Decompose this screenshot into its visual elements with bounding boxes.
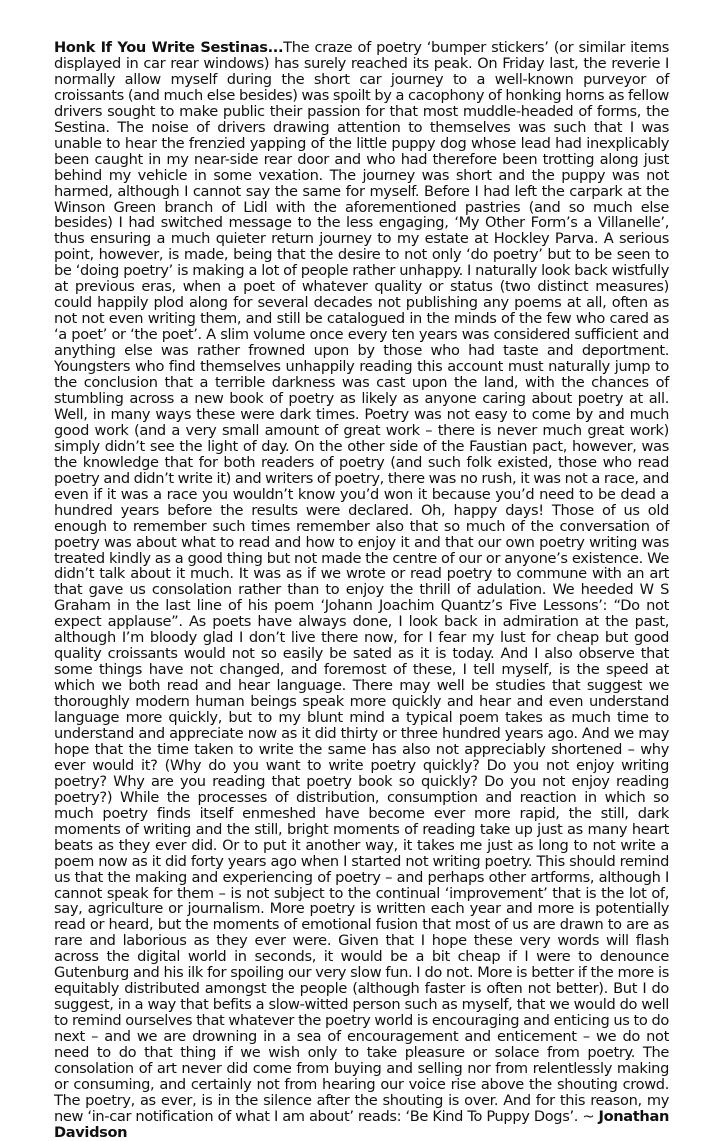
- article-title: Honk If You Write Sestinas...: [54, 39, 284, 56]
- article: [54, 40, 669, 1141]
- author-name: Jonathan Davidson: [54, 1107, 670, 1141]
- article-body: The craze of poetry ‘bumper stickers’ (or similar items displayed in car rear windows) has surely reached its peak. On Friday last, the reverie I normally allow myself during the short car journey to a well-known purveyor of croissants (and much else besides) was spoilt by a cacophony of honking horns as fellow drivers sought to make public their passion for that most muddle-headed of forms, the Sestina. The noise of drivers drawing attention to themselves was such that I was unable to hear the frenzied yapping of the little puppy dog whose lead had inexplicably been caught in my near-side rear door and who had therefore been trotting along just behind my vehicle in some vexation. The journey was short and the puppy was not harmed, although I cannot say the same for myself. Before I had left the carpark at the Winson Green branch of Lidl with the aforementioned pastries (and so much else besides) I had switched message to the less engaging, ‘My Other Form’s a Villanelle’, thus ensuring a much quieter return journey to my estate at Hockley Parva. A serious point, however, is made, being that the desire to not only ‘do poetry’ but to be seen to be ‘doing poetry’ is making a lot of people rather unhappy. I naturally look back wistfully at previous eras, when a poet of whatever quality or status (two distinct measures) could happily plod along for several decades not publishing any poems at all, often as not not even writing them, and still be catalogued in the minds of the few who cared as ‘a poet’ or ‘the poet’. A slim volume once every ten years was considered sufficient and anything else was rather frowned upon by those who had taste and deportment. Youngsters who find themselves unhappily reading this account must naturally jump to the conclusion that a terrible darkness was cast upon the land, with the chances of stumbling across a new book of poetry as likely as anyone caring about poetry at all. Well, in many ways these were dark times. Poetry was not easy to come by and much good work (and a very small amount of great work – there is never much great work) simply didn’t see the light of day. On the other side of the Faustian pact, however, was the knowledge that for both readers of poetry (and such folk existed, those who read poetry and didn’t write it) and writers of poetry, there was no rush, it was not a race, and even if it was a race you wouldn’t know you’d won it because you’d need to be dead a hundred years before the results were declared. Oh, happy days! Those of us old enough to remember such times remember also that so much of the conversation of poetry was about what to read and how to enjoy it and that our own poetry writing was treated kindly as a good thing but not made the centre of our or anyone’s existence. We didn’t talk about it much. It was as if we wrote or read poetry to commune with an art that gave us consolation rather than to enjoy the thrill of adulation. We heeded W S Graham in the last line of his poem ‘Johann Joachim Quantz’s Five Lessons’: “Do not expect applause”. As poets have always done, I look back in admiration at the past, although I’m bloody glad I don’t live there now, for I fear my lust for cheap but good quality croissants would not so easily be sated as it is today. And I also observe that some things have not changed, and foremost of these, I tell myself, is the speed at which we both read and hear language. There may well be studies that suggest we thoroughly modern human beings speak more quickly and hear and even understand language more quickly, but to my blunt mind a typical poem takes as much time to understand and appreciate now as it did thirty or three hundred years ago. And we may hope that the time taken to write the same has also not appreciably shortened – why ever would it? (Why do you want to write poetry quickly? Do you not enjoy writing poetry? Why are you reading that poetry book so quickly? Do you not enjoy reading poetry?) While the processes of distribution, consumption and reaction in which so much poetry finds itself enmeshed have become ever more rapid, the still, dark moments of writing and the still, bright moments of reading take up just as many heart beats as they ever did. Or to put it another way, it takes me just as long to not write a poem now as it did forty years ago when I started not writing poetry. This should remind us that the making and experiencing of poetry – and perhaps other artforms, although I cannot speak for them – is not subject to the continual ‘improvement’ that is the lot of, say, agriculture or journalism. More poetry is written each year and more is potentially read or heard, but the moments of emotional fusion that most of us are drawn to are as rare and laborious as they ever were. Given that I hope these very words will flash across the digital world in seconds, it would be a bit cheap if I were to denounce Gutenburg and his ilk for spoiling our very slow fun. I do not. More is better if the more is equitably distributed amongst the people (although faster is often not better). But I do suggest, in a way that befits a slow-witted person such as myself, that we would do well to remind ourselves that whatever the poetry world is encouraging and enticing us to do next – and we are drowning in a sea of encouragement and enticement – we do not need to do that thing if we wish only to take pleasure or solace from poetry. The consolation of art never did come from buying and selling nor from relentlessly making or consuming, and certainly not from hearing our voice rise above the shouting crowd. The poetry, as ever, is in the silence after the shouting is over. And for this reason, my new ‘in-car notification of what I am about’ reads: ‘Be Kind To Puppy Dogs’.: [54, 39, 670, 1125]
- signoff-tilde: ~: [578, 1107, 599, 1125]
- article-paragraph: [54, 40, 669, 1141]
